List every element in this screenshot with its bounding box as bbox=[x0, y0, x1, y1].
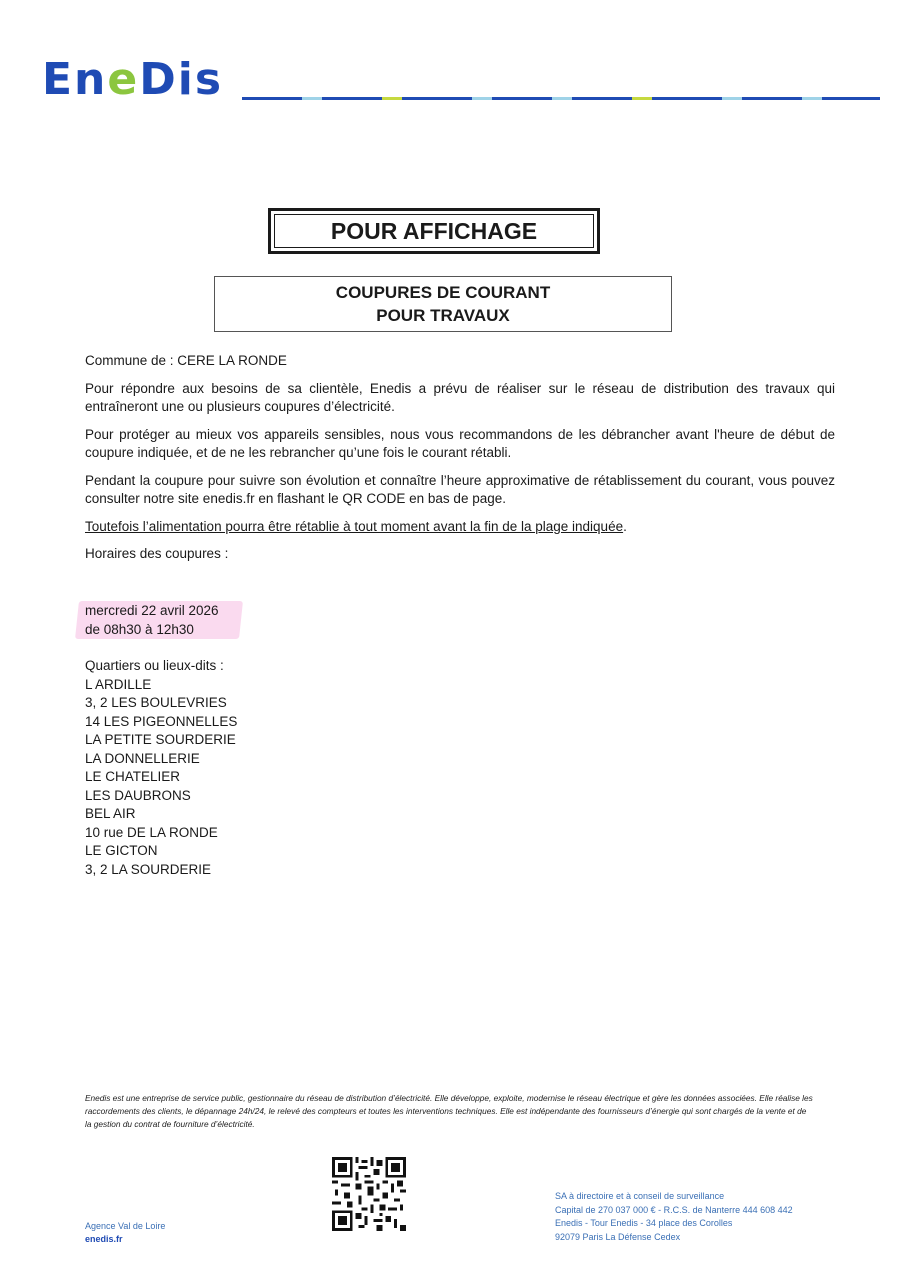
list-item: L ARDILLE bbox=[85, 676, 152, 692]
paragraph-1: Pour répondre aux besoins de sa clientèle, Enedis a prévu de réaliser sur le réseau de distribution des travaux qui entraîneront une ou plusieurs coupures d’électricité. bbox=[85, 380, 835, 414]
notice-body bbox=[85, 352, 835, 573]
schedule-time: de 08h30 à 12h30 bbox=[85, 622, 194, 637]
list-item: 14 LES PIGEONNELLES bbox=[85, 713, 238, 729]
list-item: LA PETITE SOURDERIE bbox=[85, 732, 236, 747]
list-item: BEL AIR bbox=[85, 806, 136, 821]
paragraph-3: Pendant la coupure pour suivre son évolution et connaître l’heure approximative de rétablissement du courant, vous pouvez consulter notre site enedis.fr en flashant le QR CODE en bas de page. bbox=[85, 472, 835, 506]
legal-info bbox=[555, 1190, 793, 1244]
list-item: 3, 2 LA SOURDERIE bbox=[85, 861, 212, 877]
qr-code-icon[interactable] bbox=[332, 1157, 406, 1231]
website-link[interactable]: enedis.fr bbox=[85, 1234, 123, 1244]
legal-line-4: 92079 Paris La Défense Cedex bbox=[555, 1231, 681, 1242]
list-item: LES DAUBRONS bbox=[85, 787, 191, 803]
pour-affichage-title: POUR AFFICHAGE bbox=[274, 214, 594, 248]
list-item: 3, 2 LES BOULEVRIES bbox=[85, 695, 227, 710]
coupures-title-line2: POUR TRAVAUX bbox=[376, 306, 510, 325]
places-label: Quartiers ou lieux-dits : bbox=[85, 658, 224, 673]
paragraph-4: Toutefois l’alimentation pourra être rétablie à tout moment avant la fin de la plage indiquée. bbox=[85, 518, 627, 534]
agency-name: Agence Val de Loire bbox=[85, 1221, 166, 1231]
horaires-label: Horaires des coupures : bbox=[85, 546, 229, 561]
paragraph-2: Pour protéger au mieux vos appareils sensibles, nous vous recommandons de les débrancher avant l'heure de début de coupure indiquée, et de ne les rebrancher qu’une fois le courant rétabli. bbox=[85, 426, 835, 460]
legal-line-1: SA à directoire et à conseil de surveillance bbox=[555, 1191, 725, 1201]
enedis-logo: EneDis bbox=[42, 54, 224, 105]
footer-disclaimer: Enedis est une entreprise de service public, gestionnaire du réseau de distribution d’électricité. Elle développe, exploite, modernise le réseau électrique et gère les données associées. Elle réalise les raccordements des clients, le dépannage 24h/24, le relevé des compteurs et toutes les interventions techniques. Elle est indépendante des fournisseurs d’énergie qui sont chargés de la vente et de la gestion du contrat de fourniture d’électricité. bbox=[85, 1093, 813, 1129]
pour-affichage-box bbox=[268, 208, 600, 254]
coupures-title-line1: COUPURES DE COURANT bbox=[335, 283, 551, 302]
legal-line-2: Capital de 270 037 000 € - R.C.S. de Nanterre 444 608 442 bbox=[555, 1204, 793, 1215]
list-item: LE CHATELIER bbox=[85, 769, 181, 784]
list-item: LE GICTON bbox=[85, 843, 158, 858]
agency-block bbox=[85, 1220, 165, 1246]
legal-line-3: Enedis - Tour Enedis - 34 place des Corolles bbox=[555, 1218, 733, 1228]
paragraph-4-underlined: Toutefois l’alimentation pourra être rétablie à tout moment avant la fin de la plage indiquée bbox=[85, 518, 624, 534]
list-item: 10 rue DE LA RONDE bbox=[85, 824, 218, 840]
commune-line: Commune de : CERE LA RONDE bbox=[85, 353, 287, 368]
schedule-block bbox=[85, 601, 219, 639]
schedule-date: mercredi 22 avril 2026 bbox=[85, 603, 219, 618]
list-item: LA DONNELLERIE bbox=[85, 750, 200, 766]
header-decorative-line bbox=[242, 97, 880, 100]
places-list bbox=[85, 657, 237, 879]
coupures-title-box bbox=[214, 276, 672, 332]
